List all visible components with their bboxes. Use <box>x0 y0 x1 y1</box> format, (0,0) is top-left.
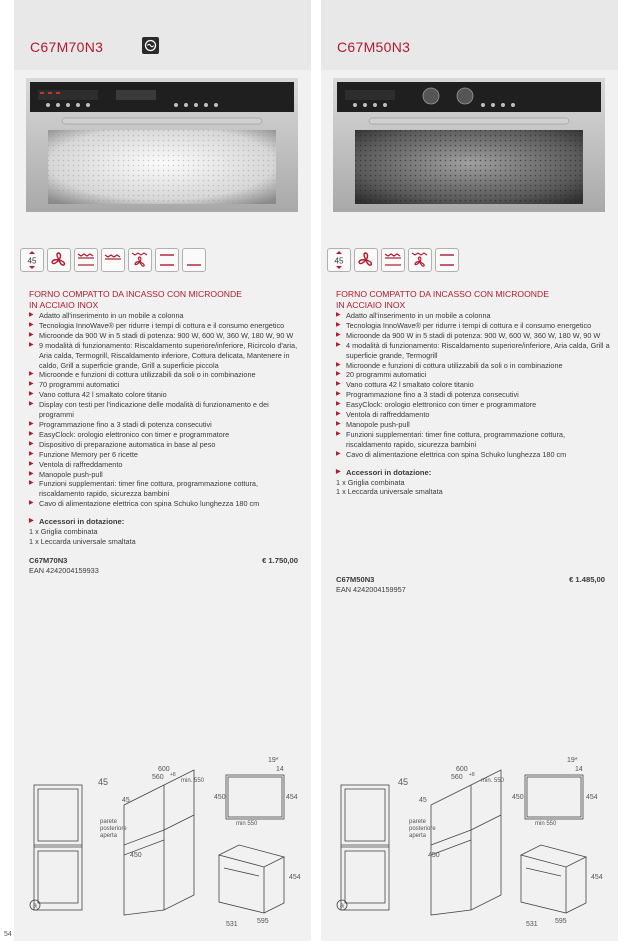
feature-item: ▶ Cavo di alimentazione elettrica con spina Schuko lunghezza 180 cm <box>29 499 304 509</box>
model-title: C67M50N3 <box>337 39 411 55</box>
title-band <box>14 0 311 70</box>
dim-tol: +8 <box>170 772 176 778</box>
feature-item: ▶ Funzione Memory per 6 ricette <box>29 450 304 460</box>
top-bottom-heat-icon <box>74 248 98 272</box>
label-parete: parete <box>409 819 427 825</box>
dim-454b: 454 <box>289 874 301 881</box>
dim-45b: 45 <box>419 797 427 804</box>
label-posteriore: posteriore <box>100 826 127 832</box>
product-heading <box>336 289 611 310</box>
bottom-bar-icon <box>182 248 206 272</box>
feature-item: ▶ Ventola di raffreddamento <box>336 410 611 420</box>
bottom-heat-icon <box>155 248 179 272</box>
feature-item: ▶ Adatto all'inserimento in un mobile a colonna <box>336 311 611 321</box>
product-description <box>29 289 304 576</box>
feature-item: ▶ Adatto all'inserimento in un mobile a colonna <box>29 311 304 321</box>
feature-item: ▶ Cavo di alimentazione elettrica con spina Schuko lunghezza 180 cm <box>336 450 611 460</box>
accessory-item: 1 x Leccarda universale smaltata <box>29 536 136 546</box>
label-aperta: aperta <box>409 833 427 839</box>
dim-531: 531 <box>526 921 538 928</box>
dim-14: 14 <box>575 766 583 773</box>
innowave-badge-icon <box>142 37 159 54</box>
dim-450: 450 <box>130 852 142 859</box>
heading-line: FORNO COMPATTO DA INCASSO CON MICROONDE <box>29 289 242 299</box>
function-icons <box>327 248 459 272</box>
feature-item: ▶ Vano cottura 42 l smaltato colore titanio <box>29 390 304 400</box>
dim-min550b: min 550 <box>535 821 557 827</box>
accessories-heading: ▶ Accessori in dotazione: <box>336 468 611 478</box>
product-code: C67M50N3 <box>336 575 375 585</box>
bottom-heat-icon <box>435 248 459 272</box>
feature-item: ▶ Microonde da 900 W in 5 stadi di potenza: 900 W, 600 W, 360 W, 180 W, 90 W <box>336 331 611 341</box>
dim-450: 450 <box>428 852 440 859</box>
feature-item: ▶ EasyClock: orologio elettronico con timer e programmatore <box>29 430 304 440</box>
top-bottom-heat-icon <box>381 248 405 272</box>
fan-icon <box>47 248 71 272</box>
fan-grill-icon <box>128 248 152 272</box>
timer-label: 45 <box>27 256 37 266</box>
dim-454b: 454 <box>591 874 603 881</box>
timer-45-icon <box>20 248 44 272</box>
model-title: C67M70N3 <box>30 39 104 55</box>
feature-item: ▶ Microonde e funzioni di cottura utilizzabili da soli o in combinazione <box>29 370 304 380</box>
heading-line: IN ACCIAIO INOX <box>29 299 99 310</box>
dim-a: a <box>33 902 37 910</box>
dim-600: 600 <box>456 766 468 773</box>
dim-19: 19* <box>268 757 279 764</box>
dim-450b: 450 <box>512 794 524 801</box>
accessory-item: 1 x Griglia combinata <box>29 527 98 537</box>
installation-drawing <box>321 745 618 935</box>
dim-454: 454 <box>586 794 598 801</box>
feature-item: ▶ 4 modalità di funzionamento: Riscaldamento superiore/inferiore, Aria calda, Grill a superficie grande, Termogrill <box>336 341 611 361</box>
product-photo <box>26 78 298 212</box>
price-row <box>29 556 304 566</box>
product-code: C67M70N3 <box>29 555 68 565</box>
feature-list <box>29 311 304 509</box>
accessory-item: 1 x Griglia combinata <box>336 477 405 487</box>
feature-item: ▶ Tecnologia InnoWave® per ridurre i tempi di cottura e il consumo energetico <box>336 321 611 331</box>
dim-tol: +8 <box>469 772 475 778</box>
feature-item: ▶ 9 modalità di funzionamento: Riscaldamento superiore/inferiore, Ricircolo d'aria, Aria calda, Termogrill, Riscaldamento inferiore, Cottura delicata, Mantenere in caldo, Grill a superficie grande, Grill a superficie piccola <box>29 341 304 371</box>
ean-code: EAN 4242004159957 <box>336 585 406 595</box>
dim-a: a <box>340 902 344 910</box>
dim-560: 560 <box>152 774 164 781</box>
feature-item: ▶ Ventola di raffreddamento <box>29 460 304 470</box>
dim-531: 531 <box>226 921 238 928</box>
dim-45: 45 <box>398 777 409 787</box>
dim-45b: 45 <box>122 797 130 804</box>
installation-drawing <box>14 745 311 935</box>
timer-label: 45 <box>334 256 344 266</box>
label-aperta: aperta <box>100 833 118 839</box>
title-band <box>321 0 618 70</box>
dim-45: 45 <box>98 777 109 787</box>
dim-595: 595 <box>257 918 269 925</box>
fan-icon <box>354 248 378 272</box>
price: € 1.750,00 <box>262 555 298 565</box>
fan-grill-icon <box>408 248 432 272</box>
feature-item: ▶ Programmazione fino a 3 stadi di potenza consecutivi <box>29 420 304 430</box>
dim-14: 14 <box>276 766 284 773</box>
dim-595: 595 <box>555 918 567 925</box>
heading-line: IN ACCIAIO INOX <box>336 299 406 310</box>
feature-item: ▶ Microonde da 900 W in 5 stadi di potenza: 900 W, 600 W, 360 W, 180 W, 90 W <box>29 331 304 341</box>
product-column-c67m50n3 <box>321 0 618 941</box>
dim-600: 600 <box>158 766 170 773</box>
feature-item: ▶ 70 programmi automatici <box>29 380 304 390</box>
dim-450b: 450 <box>214 794 226 801</box>
top-heat-icon <box>101 248 125 272</box>
feature-item: ▶ Manopole push-pull <box>336 420 611 430</box>
dim-19: 19* <box>567 757 578 764</box>
timer-45-icon <box>327 248 351 272</box>
feature-list <box>336 311 611 460</box>
function-icons <box>20 248 206 272</box>
page-number: 54 <box>4 931 12 938</box>
dim-560: 560 <box>451 774 463 781</box>
feature-item: ▶ Microonde e funzioni di cottura utilizzabili da soli o in combinazione <box>336 361 611 371</box>
product-description <box>336 289 611 595</box>
product-heading <box>29 289 304 310</box>
feature-item: ▶ Vano cottura 42 l smaltato colore titanio <box>336 380 611 390</box>
feature-item: ▶ Tecnologia InnoWave® per ridurre i tempi di cottura e il consumo energetico <box>29 321 304 331</box>
feature-item: ▶ Funzioni supplementari: timer fine cottura, programmazione cottura, riscaldamento rapido, sicurezza bambini <box>29 479 304 499</box>
product-column-c67m70n3 <box>14 0 311 941</box>
accessories-heading: ▶ Accessori in dotazione: <box>29 517 304 527</box>
feature-item: ▶ Programmazione fino a 3 stadi di potenza consecutivi <box>336 390 611 400</box>
price-row <box>336 575 611 585</box>
label-parete: parete <box>100 819 118 825</box>
label-posteriore: posteriore <box>409 826 436 832</box>
accessory-item: 1 x Leccarda universale smaltata <box>336 487 443 497</box>
feature-item: ▶ Display con testi per l'indicazione delle modalità di funzionamento e dei programmi <box>29 400 304 420</box>
ean-code: EAN 4242004159933 <box>29 565 99 575</box>
dim-min550: min. 550 <box>181 778 205 784</box>
feature-item: ▶ Funzioni supplementari: timer fine cottura, programmazione cottura, riscaldamento rapido, sicurezza bambini <box>336 430 611 450</box>
feature-item: ▶ Manopole push-pull <box>29 470 304 480</box>
feature-item: ▶ 20 programmi automatici <box>336 370 611 380</box>
dim-min550: min. 550 <box>481 778 505 784</box>
feature-item: ▶ Dispositivo di preparazione automatica in base al peso <box>29 440 304 450</box>
dim-454: 454 <box>286 794 298 801</box>
price: € 1.485,00 <box>569 575 605 585</box>
feature-item: ▶ EasyClock: orologio elettronico con timer e programmatore <box>336 400 611 410</box>
product-photo <box>333 78 605 212</box>
heading-line: FORNO COMPATTO DA INCASSO CON MICROONDE <box>336 289 549 299</box>
dim-min550b: min 550 <box>236 821 258 827</box>
